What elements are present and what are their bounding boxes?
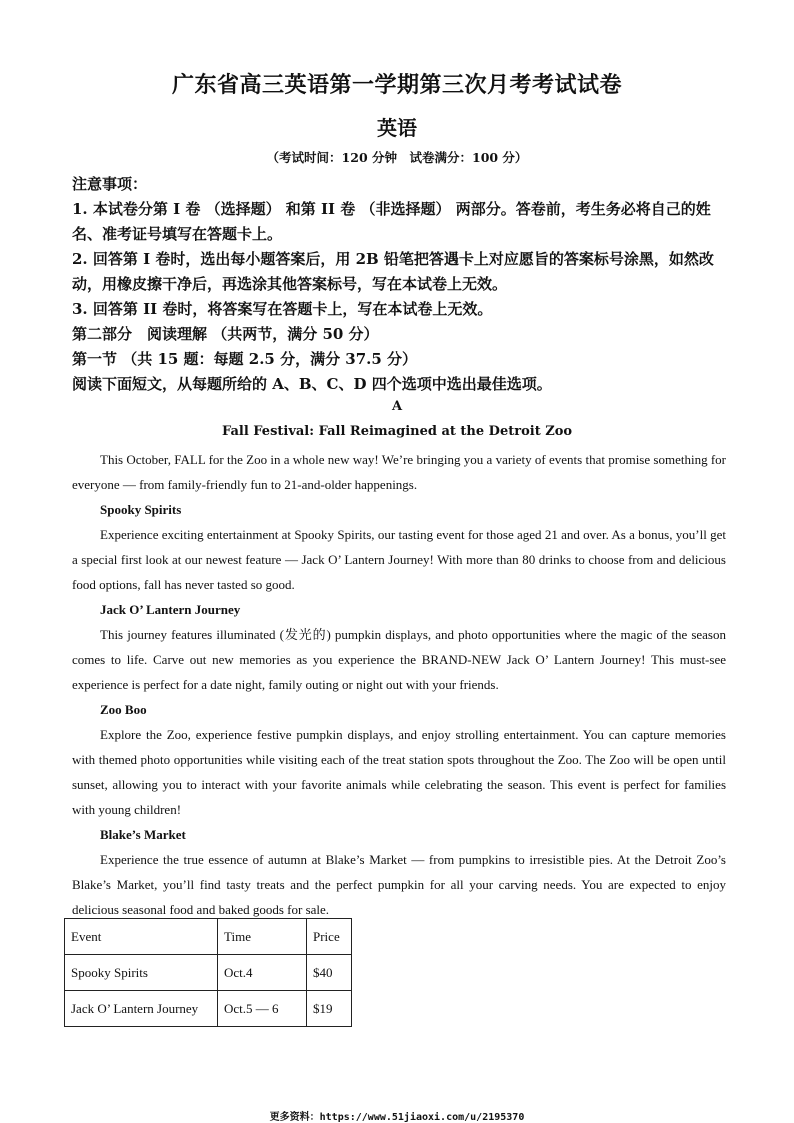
section-heading: 第一节 （共 15 题：每题 2.5 分，满分 37.5 分） [72,350,418,368]
section-heading-blakes-market: Blake’s Market [100,827,186,842]
table-cell: Jack O’ Lantern Journey [65,991,218,1027]
table-header-cell: Price [307,919,352,955]
table-header-cell: Time [218,919,307,955]
notes-block [72,172,728,397]
section-text-blakes-market: Experience the true essence of autumn at Blake’s Market — from pumpkins to irresistible pies. At the Detroit Zoo’s Blake’s Market, you’ll find tasty treats and the perfect pumpkin for all your carving needs. You are expected to enjoy delicious seasonal food and baked goods for sale. [72,852,726,917]
table-cell: Spooky Spirits [65,955,218,991]
footer-link[interactable]: 更多资料：https://www.51jiaoxi.com/u/2195370 [269,1112,525,1123]
table-row [65,955,352,991]
passage-title: Fall Festival: Fall Reimagined at the Detroit Zoo [221,424,573,439]
table-cell: Oct.5 — 6 [218,991,307,1027]
section-heading-jack-o-lantern: Jack O’ Lantern Journey [100,602,241,617]
exam-info: （考试时间：120 分钟 试卷满分：100 分） [266,150,528,165]
note-item-1: 1. 本试卷分第 I 卷 （选择题） 和第 II 卷 （非选择题） 两部分。答卷前，考生务必将自己的姓名、准考证号填写在答题卡上。 [72,200,711,243]
section-heading-zoo-boo: Zoo Boo [100,702,147,717]
events-table [64,918,352,1027]
section-text-spooky-spirits: Experience exciting entertainment at Spooky Spirits, our tasting event for those aged 21 and over. As a bonus, you’ll get a special first look at our newest feature — Jack O’ Lantern Journey! With more than 80 drinks to choose from and delicious food options, fall has never tasted so good. [72,527,726,592]
passage-body [72,447,726,922]
page-title: 广东省高三英语第一学期第三次月考考试试卷 [171,72,622,98]
table-row [65,991,352,1027]
section-text-jack-o-lantern: This journey features illuminated (发光的) pumpkin displays, and photo opportunities where the magic of the season comes to life. Carve out new memories as you experience the BRAND-NEW Jack O’ Lantern Journey! This must-see experience is perfect for a date night, family outing or night out with your friends. [72,627,726,692]
table-cell: $40 [307,955,352,991]
table-cell: $19 [307,991,352,1027]
table-header-cell: Event [65,919,218,955]
passage-letter: A [391,399,403,414]
note-item-2: 2. 回答第 I 卷时，选出每小题答案后，用 2B 铅笔把答遇卡上对应愿旨的答案标号涂黑，如然改动，用橡皮擦干净后，再选涂其他答案标号，写在本试卷上无效。 [72,250,714,293]
part-heading: 第二部分 阅读理解 （共两节，满分 50 分） [72,325,379,343]
table-cell: Oct.4 [218,955,307,991]
subject-title: 英语 [377,116,417,140]
notes-heading: 注意事项： [72,175,148,193]
reading-instruction: 阅读下面短文，从每题所给的 A、B、C、D 四个选项中选出最佳选项。 [72,375,552,393]
section-text-zoo-boo: Explore the Zoo, experience festive pumpkin displays, and enjoy strolling entertainment. You can capture memories with themed photo opportunities while visiting each of the treat station spots throughout the Zoo. The Zoo will be open until sunset, allowing you to interact with your favorite animals while celebrating the season. This event is perfect for families with young children! [72,727,726,817]
note-item-3: 3. 回答第 II 卷时，将答案写在答题卡上，写在本试卷上无效。 [72,300,493,318]
section-heading-spooky-spirits: Spooky Spirits [100,502,182,517]
passage-intro: This October, FALL for the Zoo in a whole new way! We’re bringing you a variety of events that promise something for everyone — from family-friendly fun to 21-and-older happenings. [72,452,726,492]
table-header-row [65,919,352,955]
